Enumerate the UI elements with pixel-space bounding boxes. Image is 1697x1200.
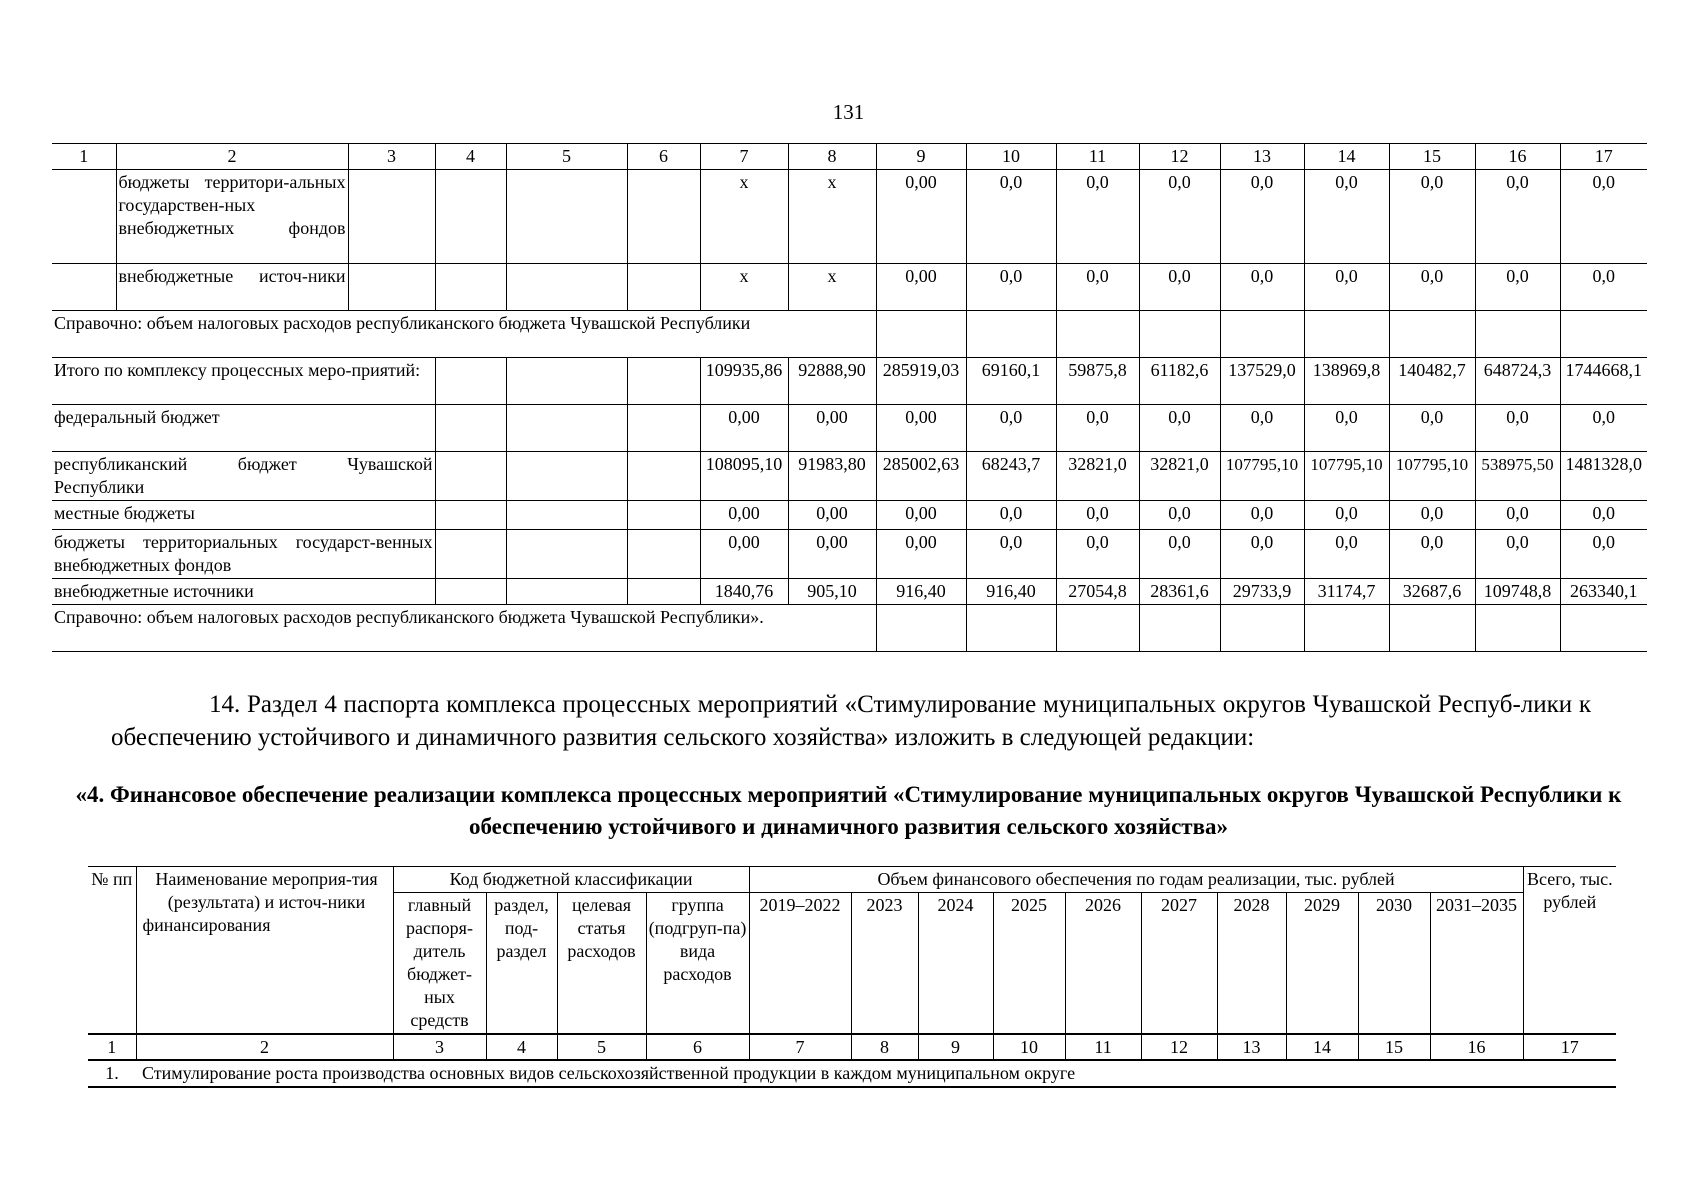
col-number: 5	[557, 1034, 646, 1060]
cell-value: 0,00	[876, 405, 966, 452]
cell-value: 1840,76	[700, 579, 788, 605]
cell-value: 0,0	[1560, 501, 1647, 530]
cell-value: 0,0	[1389, 264, 1475, 311]
col-number: 15	[1358, 1034, 1430, 1060]
section-heading: «4. Финансовое обеспечение реализации комплекса процессных мероприятий «Стимулирование муниципальных округов Чувашской Республики к обеспечению устойчивого и динамичного развития сельского хозяйства»	[75, 782, 1622, 839]
column-number-row	[88, 1034, 1616, 1060]
cell-value: 0,0	[966, 501, 1056, 530]
cell-value: 0,0	[1139, 501, 1220, 530]
cell-value: 29733,9	[1220, 579, 1304, 605]
cell-value: 0,00	[876, 530, 966, 579]
cell-value: 0,0	[1475, 264, 1560, 311]
cell-value: 0,0	[1389, 170, 1475, 264]
cell-value: 69160,1	[966, 358, 1056, 405]
cell-value: 0,0	[1139, 530, 1220, 579]
col-number: 12	[1139, 144, 1220, 170]
row-label: местные бюджеты	[52, 501, 435, 530]
cell-value: 538975,50	[1475, 452, 1560, 501]
header-budget-code: Код бюджетной классификации	[393, 867, 749, 893]
cell-value: 0,0	[1139, 170, 1220, 264]
table-row	[52, 264, 1647, 311]
cell-value: 107795,10	[1304, 452, 1389, 501]
cell-value: 107795,10	[1389, 452, 1475, 501]
table-row	[52, 358, 1647, 405]
cell-value: 59875,8	[1056, 358, 1139, 405]
row-label: Справочно: объем налоговых расходов республиканского бюджета Чувашской Республики».	[52, 605, 876, 652]
col-number: 17	[1523, 1034, 1616, 1060]
header-year: 2025	[993, 893, 1065, 1035]
header-year: 2029	[1286, 893, 1358, 1035]
col-number: 9	[918, 1034, 993, 1060]
col-number: 10	[993, 1034, 1065, 1060]
cell-value: 0,00	[876, 170, 966, 264]
cell-value: x	[700, 170, 788, 264]
col-number: 16	[1475, 144, 1560, 170]
col-number: 7	[700, 144, 788, 170]
col-number: 7	[749, 1034, 851, 1060]
header-year: 2027	[1141, 893, 1217, 1035]
cell-value: 0,0	[1056, 405, 1139, 452]
cell-value: 0,0	[1056, 530, 1139, 579]
header-glavny: главный распоря-дитель бюджет-ных средств	[393, 893, 486, 1035]
col-number: 1	[88, 1034, 136, 1060]
table-row	[88, 1060, 1616, 1087]
col-number: 16	[1430, 1034, 1523, 1060]
col-number: 10	[966, 144, 1056, 170]
col-number: 9	[876, 144, 966, 170]
amendment-paragraph: 14. Раздел 4 паспорта комплекса процессных мероприятий «Стимулирование муниципальных округов Чувашской Респуб-лики к обеспечению устойчивого и динамичного развития сельского хозяйства» изложить в следующей редакции:	[111, 691, 1591, 751]
cell-value: 285002,63	[876, 452, 966, 501]
table-row	[52, 605, 1647, 652]
col-number: 4	[435, 144, 506, 170]
col-number: 3	[348, 144, 435, 170]
cell-value: 0,0	[966, 170, 1056, 264]
cell-value: 0,0	[1475, 530, 1560, 579]
col-number: 15	[1389, 144, 1475, 170]
cell-value: 0,00	[788, 501, 876, 530]
header-gruppa: группа (подгруп-па) вида расходов	[646, 893, 749, 1035]
cell-value: 0,0	[1139, 264, 1220, 311]
cell-value: 137529,0	[1220, 358, 1304, 405]
header-year: 2023	[851, 893, 918, 1035]
header-num: № пп	[88, 867, 136, 1035]
cell-value: 0,0	[966, 405, 1056, 452]
cell-value: 1744668,1	[1560, 358, 1647, 405]
cell-value: 27054,8	[1056, 579, 1139, 605]
cell-value: 0,00	[700, 501, 788, 530]
table-row	[52, 405, 1647, 452]
cell-value: 0,0	[1220, 405, 1304, 452]
table-row	[52, 501, 1647, 530]
cell-value: 0,0	[1304, 264, 1389, 311]
cell-value: 68243,7	[966, 452, 1056, 501]
cell-value: 1481328,0	[1560, 452, 1647, 501]
col-number: 4	[486, 1034, 557, 1060]
cell-value: 91983,80	[788, 452, 876, 501]
row-label: Итого по комплексу процессных меро-приятий:	[52, 358, 435, 405]
col-number: 13	[1217, 1034, 1286, 1060]
cell-value: 0,0	[1056, 264, 1139, 311]
cell-value: 0,0	[1304, 405, 1389, 452]
cell-value: 0,0	[1560, 170, 1647, 264]
table-row	[52, 579, 1647, 605]
cell-value: 905,10	[788, 579, 876, 605]
col-number: 1	[52, 144, 116, 170]
col-number: 12	[1141, 1034, 1217, 1060]
col-number: 14	[1286, 1034, 1358, 1060]
cell-value: 32687,6	[1389, 579, 1475, 605]
column-number-row	[52, 144, 1647, 170]
cell-value: 0,0	[1389, 530, 1475, 579]
cell-value: 285919,03	[876, 358, 966, 405]
header-volume: Объем финансового обеспечения по годам реализации, тыс. рублей	[749, 867, 1523, 893]
cell-value: 0,0	[1560, 405, 1647, 452]
row-label: федеральный бюджет	[52, 405, 435, 452]
col-number: 8	[788, 144, 876, 170]
row-title: Стимулирование роста производства основных видов сельскохозяйственной продукции в каждом муниципальном округе	[136, 1060, 1616, 1087]
col-number: 11	[1065, 1034, 1141, 1060]
financing-table-continued	[52, 143, 1647, 652]
col-number: 5	[506, 144, 627, 170]
cell-value: 28361,6	[1139, 579, 1220, 605]
row-label: внебюджетные источники	[52, 579, 435, 605]
table-row	[52, 452, 1647, 501]
header-year: 2031–2035	[1430, 893, 1523, 1035]
header-razdel: раздел, под-раздел	[486, 893, 557, 1035]
cell-value: 0,00	[788, 405, 876, 452]
cell-value: 648724,3	[1475, 358, 1560, 405]
cell-value: 0,00	[700, 405, 788, 452]
cell-value: 0,0	[1475, 501, 1560, 530]
cell-value: 0,0	[1389, 405, 1475, 452]
col-number: 17	[1560, 144, 1647, 170]
header-year: 2026	[1065, 893, 1141, 1035]
col-number: 8	[851, 1034, 918, 1060]
cell-value: 92888,90	[788, 358, 876, 405]
header-year: 2028	[1217, 893, 1286, 1035]
col-number: 6	[646, 1034, 749, 1060]
header-row	[88, 867, 1616, 893]
row-label: Справочно: объем налоговых расходов республиканского бюджета Чувашской Республики	[52, 311, 876, 358]
cell-value: 0,0	[1220, 501, 1304, 530]
row-label: бюджеты территориальных государст-венных внебюджетных фондов	[52, 530, 435, 579]
cell-value: 0,0	[1304, 170, 1389, 264]
col-number: 11	[1056, 144, 1139, 170]
cell-value: 263340,1	[1560, 579, 1647, 605]
cell-value: 0,0	[1475, 405, 1560, 452]
header-total: Всего, тыс. рублей	[1523, 867, 1616, 1035]
col-number: 6	[627, 144, 700, 170]
header-year: 2030	[1358, 893, 1430, 1035]
cell-value: 0,0	[1304, 530, 1389, 579]
cell-value: 0,00	[876, 264, 966, 311]
cell-value: 0,0	[1056, 501, 1139, 530]
cell-value: 61182,6	[1139, 358, 1220, 405]
cell-value: 0,0	[1056, 170, 1139, 264]
cell-value: x	[788, 264, 876, 311]
cell-value: 0,0	[966, 264, 1056, 311]
cell-value: 138969,8	[1304, 358, 1389, 405]
cell-value: 32821,0	[1139, 452, 1220, 501]
cell-value: 0,0	[966, 530, 1056, 579]
cell-value: 0,00	[876, 501, 966, 530]
header-name: Наименование мероприя-тия (результата) и источ-ники финансирования	[136, 867, 393, 1035]
col-number: 2	[136, 1034, 393, 1060]
cell-value: 107795,10	[1220, 452, 1304, 501]
financing-table-section-4	[88, 866, 1616, 1088]
cell-value: 0,0	[1220, 530, 1304, 579]
header-year: 2024	[918, 893, 993, 1035]
cell-value: 108095,10	[700, 452, 788, 501]
cell-value: 0,00	[700, 530, 788, 579]
row-label: внебюджетные источ-ники	[116, 264, 348, 311]
table-row	[52, 530, 1647, 579]
col-number: 3	[393, 1034, 486, 1060]
cell-value: 0,0	[1389, 501, 1475, 530]
row-number: 1.	[88, 1060, 136, 1087]
cell-value: 109748,8	[1475, 579, 1560, 605]
col-number: 2	[116, 144, 348, 170]
header-year: 2019–2022	[749, 893, 851, 1035]
cell-value: 140482,7	[1389, 358, 1475, 405]
row-label: республиканский бюджет Чувашской Республики	[52, 452, 435, 501]
cell-value: x	[788, 170, 876, 264]
cell-value: x	[700, 264, 788, 311]
cell-value: 0,0	[1220, 170, 1304, 264]
cell-value: 0,0	[1560, 264, 1647, 311]
header-celevaya: целевая статья расходов	[557, 893, 646, 1035]
cell-value: 916,40	[966, 579, 1056, 605]
cell-value: 0,0	[1139, 405, 1220, 452]
cell-value: 31174,7	[1304, 579, 1389, 605]
cell-value: 109935,86	[700, 358, 788, 405]
row-label: бюджеты территори-альных государствен-ных внебюджетных фондов	[116, 170, 348, 264]
cell-value: 0,0	[1475, 170, 1560, 264]
cell-value: 32821,0	[1056, 452, 1139, 501]
table-row	[52, 311, 1647, 358]
cell-value: 916,40	[876, 579, 966, 605]
col-number: 13	[1220, 144, 1304, 170]
cell-value: 0,0	[1304, 501, 1389, 530]
cell-value: 0,0	[1560, 530, 1647, 579]
table-row	[52, 170, 1647, 264]
col-number: 14	[1304, 144, 1389, 170]
cell-value: 0,0	[1220, 264, 1304, 311]
page-number: 131	[832, 100, 865, 124]
cell-value: 0,00	[788, 530, 876, 579]
